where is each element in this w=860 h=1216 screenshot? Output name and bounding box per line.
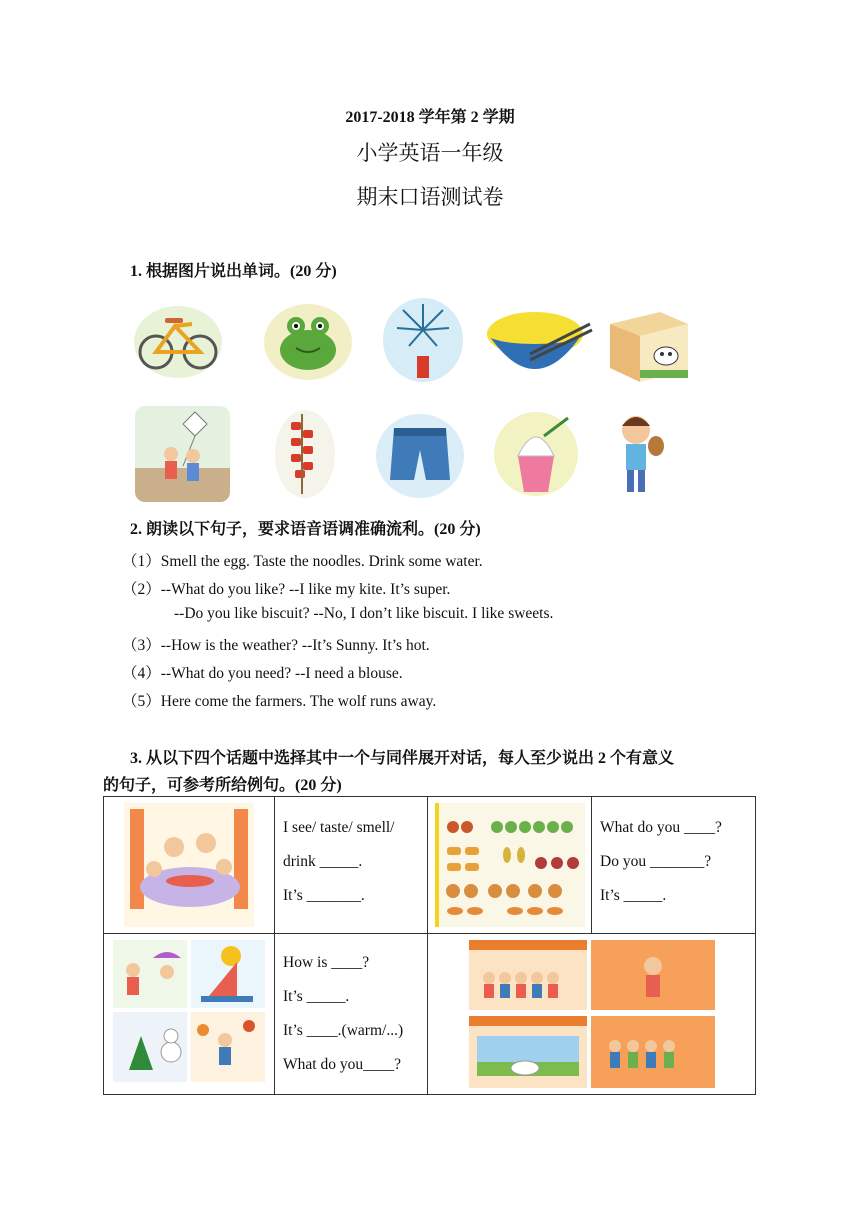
section1-heading: 1. 根据图片说出单词。(20 分) — [130, 263, 337, 280]
topic3-picture-cell — [104, 934, 275, 1095]
kite-scene-icon — [135, 406, 230, 502]
topic3-line-3: It’s ____.(warm/...) — [283, 1022, 404, 1039]
sentence-line-2: （2）--What do you like? --I like my kite. It’s super. — [122, 581, 451, 598]
topic2-line-2: Do you _______? — [600, 853, 712, 870]
sentence-line-5: （5）Here come the farmers. The wolf runs away. — [122, 693, 437, 710]
topic3-text-cell — [275, 934, 428, 1095]
topic3-line-4: What do you____? — [283, 1056, 401, 1073]
topic1-line-3: It’s _______. — [283, 887, 365, 904]
boy-eating-icon — [600, 406, 680, 502]
topic-table — [103, 796, 756, 1095]
section3-heading-line1: 3. 从以下四个话题中选择其中一个与同伴展开对话，每人至少说出 2 个有意义 — [130, 750, 675, 767]
sentence-line-2b: --Do you like biscuit? --No, I don’t like biscuit. I like sweets. — [174, 605, 554, 622]
section2-heading: 2. 朗读以下句子，要求语音语调准确流利。(20 分) — [130, 521, 481, 538]
stage-play-icon — [469, 940, 715, 1088]
topic1-line-2: drink _____. — [283, 853, 363, 870]
section3-heading-line2: 的句子，可参考所给例句。(20 分) — [103, 777, 342, 794]
sentence-line-1: （1）Smell the egg. Taste the noodles. Drink some water. — [122, 553, 483, 570]
ice-cream-icon — [488, 406, 583, 502]
topic2-picture-cell — [428, 797, 592, 934]
page-subtitle: 期末口语测试卷 — [356, 185, 504, 209]
seasons-weather-icon — [113, 940, 265, 1082]
bicycle-icon — [130, 294, 225, 386]
firework-icon — [375, 294, 470, 386]
food-shelf-icon — [435, 803, 585, 927]
picture-grid — [130, 294, 710, 504]
topic1-text-cell — [275, 797, 428, 934]
sentence-line-4: （4）--What do you need? --I need a blouse. — [122, 665, 403, 682]
topic1-picture-cell — [104, 797, 275, 934]
milk-carton-icon — [600, 294, 695, 386]
shorts-icon — [370, 406, 470, 502]
topic4-picture-cell — [428, 934, 756, 1095]
frog-icon — [260, 294, 355, 386]
noodles-icon — [480, 294, 595, 386]
topic2-line-1: What do you ____? — [600, 819, 722, 836]
dining-family-icon — [124, 803, 254, 927]
topic3-line-1: How is ____? — [283, 954, 370, 971]
topic2-text-cell — [592, 797, 756, 934]
topic3-line-2: It’s _____. — [283, 988, 350, 1005]
firecracker-icon — [265, 406, 345, 502]
topic1-line-1: I see/ taste/ smell/ — [283, 819, 395, 836]
topic2-line-3: It’s _____. — [600, 887, 667, 904]
term-line: 2017-2018 学年第 2 学期 — [345, 109, 515, 126]
page-title: 小学英语一年级 — [356, 141, 504, 165]
sentence-line-3: （3）--How is the weather? --It’s Sunny. It’s hot. — [122, 637, 430, 654]
